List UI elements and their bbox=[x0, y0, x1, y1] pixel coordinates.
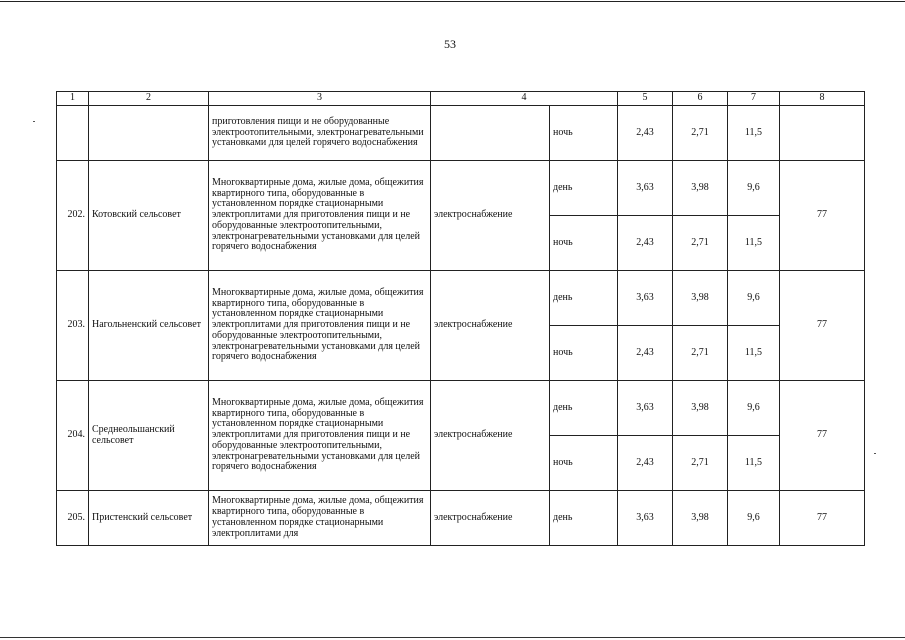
value-cell: 11,5 bbox=[728, 436, 780, 491]
value-cell: 11,5 bbox=[728, 106, 780, 161]
value-cell: 77 bbox=[780, 161, 865, 271]
header-cell: 6 bbox=[673, 92, 728, 106]
value-cell: 3,63 bbox=[618, 381, 673, 436]
value-cell: 9,6 bbox=[728, 381, 780, 436]
value-cell: 2,43 bbox=[618, 216, 673, 271]
period-cell: ночь bbox=[550, 326, 618, 381]
top-scan-rule bbox=[0, 1, 905, 2]
service-cell bbox=[431, 106, 550, 161]
period-cell: день bbox=[550, 491, 618, 546]
value-cell: 3,63 bbox=[618, 161, 673, 216]
table-row bbox=[57, 271, 865, 326]
value-cell: 77 bbox=[780, 271, 865, 381]
value-cell: 9,6 bbox=[728, 491, 780, 546]
value-cell: 9,6 bbox=[728, 161, 780, 216]
name-cell: Среднеольшанский сельсовет bbox=[89, 381, 209, 491]
name-cell: Нагольненский сельсовет bbox=[89, 271, 209, 381]
value-cell: 11,5 bbox=[728, 326, 780, 381]
table-row bbox=[57, 161, 865, 216]
value-cell: 2,71 bbox=[673, 216, 728, 271]
value-cell: 2,71 bbox=[673, 106, 728, 161]
number-cell bbox=[57, 106, 89, 161]
period-cell: ночь bbox=[550, 216, 618, 271]
value-cell: 3,63 bbox=[618, 491, 673, 546]
header-cell: 7 bbox=[728, 92, 780, 106]
description-cell: Многоквартирные дома, жилые дома, общежития квартирного типа, оборудованные в установленном порядке стационарными электроплитами для bbox=[209, 491, 431, 546]
value-cell: 2,43 bbox=[618, 436, 673, 491]
name-cell: Пристенский сельсовет bbox=[89, 491, 209, 546]
service-cell: электроснабжение bbox=[431, 381, 550, 491]
value-cell: 3,98 bbox=[673, 271, 728, 326]
scan-speck bbox=[33, 121, 35, 122]
header-cell: 2 bbox=[89, 92, 209, 106]
value-cell: 3,63 bbox=[618, 271, 673, 326]
tariff-table bbox=[56, 91, 865, 546]
description-cell: Многоквартирные дома, жилые дома, общежития квартирного типа, оборудованные в установленном порядке стационарными электроплитами для приготовления пищи и не оборудованные электроотопительными, электронагревательными установками для целей горячего водоснабжения bbox=[209, 381, 431, 491]
value-cell: 3,98 bbox=[673, 491, 728, 546]
value-cell: 2,71 bbox=[673, 436, 728, 491]
value-cell: 2,71 bbox=[673, 326, 728, 381]
value-cell: 77 bbox=[780, 381, 865, 491]
description-cell: приготовления пищи и не оборудованные электроотопительными, электронагревательными установками для целей горячего водоснабжения bbox=[209, 106, 431, 161]
period-cell: день bbox=[550, 161, 618, 216]
number-cell: 205. bbox=[57, 491, 89, 546]
service-cell: электроснабжение bbox=[431, 161, 550, 271]
header-cell: 1 bbox=[57, 92, 89, 106]
name-cell bbox=[89, 106, 209, 161]
value-cell: 3,98 bbox=[673, 381, 728, 436]
header-cell: 3 bbox=[209, 92, 431, 106]
value-cell: 3,98 bbox=[673, 161, 728, 216]
table-row bbox=[57, 381, 865, 436]
header-cell: 4 bbox=[431, 92, 618, 106]
header-cell: 5 bbox=[618, 92, 673, 106]
period-cell: ночь bbox=[550, 436, 618, 491]
service-cell: электроснабжение bbox=[431, 491, 550, 546]
description-cell: Многоквартирные дома, жилые дома, общежития квартирного типа, оборудованные в установленном порядке стационарными электроплитами для приготовления пищи и не оборудованные электроотопительными, электронагревательными установками для целей горячего водоснабжения bbox=[209, 161, 431, 271]
value-cell: 2,43 bbox=[618, 106, 673, 161]
name-cell: Котовский сельсовет bbox=[89, 161, 209, 271]
number-cell: 204. bbox=[57, 381, 89, 491]
table-row bbox=[57, 106, 865, 161]
table-row bbox=[57, 491, 865, 546]
value-cell: 2,43 bbox=[618, 326, 673, 381]
service-cell: электроснабжение bbox=[431, 271, 550, 381]
scan-speck bbox=[874, 453, 876, 454]
value-cell bbox=[780, 106, 865, 161]
value-cell: 11,5 bbox=[728, 216, 780, 271]
description-cell: Многоквартирные дома, жилые дома, общежития квартирного типа, оборудованные в установленном порядке стационарными электроплитами для приготовления пищи и не оборудованные электроотопительными, электронагревательными установками для целей горячего водоснабжения bbox=[209, 271, 431, 381]
page-number: 53 bbox=[444, 37, 456, 51]
number-cell: 203. bbox=[57, 271, 89, 381]
value-cell: 77 bbox=[780, 491, 865, 546]
bottom-scan-rule bbox=[0, 637, 905, 638]
period-cell: день bbox=[550, 381, 618, 436]
value-cell: 9,6 bbox=[728, 271, 780, 326]
header-cell: 8 bbox=[780, 92, 865, 106]
header-row bbox=[57, 92, 865, 106]
period-cell: день bbox=[550, 271, 618, 326]
period-cell: ночь bbox=[550, 106, 618, 161]
number-cell: 202. bbox=[57, 161, 89, 271]
